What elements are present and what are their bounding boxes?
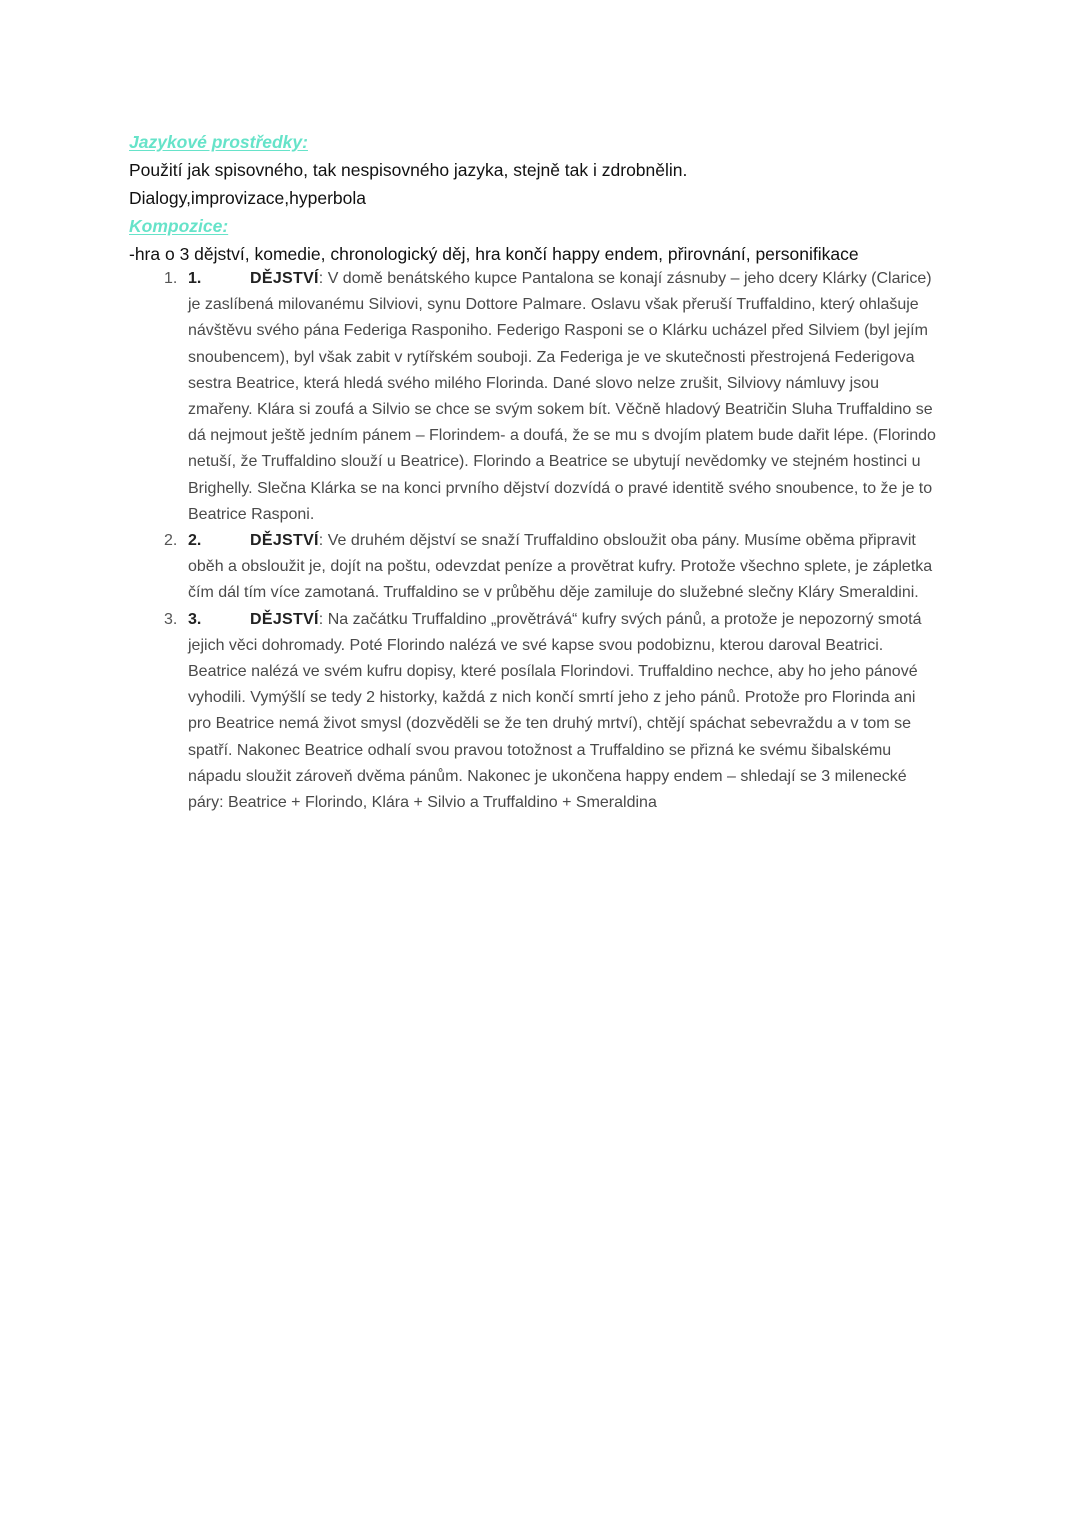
list-number: 2. xyxy=(164,532,178,550)
composition-heading: Kompozice: xyxy=(129,216,229,236)
intro-section xyxy=(129,128,1009,268)
act-number: 3. xyxy=(188,610,202,628)
list-number: 1. xyxy=(164,270,178,287)
act-text: : Ve druhém dějství se snaží Truffaldino obsloužit oba pány. Musíme oběma připravit oběh a obsloužit je, dojít na poštu, odevzdat peníze a provětrat kufry. Protože všechno splete, je zápletka čím dál tím více zamotaná. Truffaldino se v průběhu děje zamiluje do služebné slečny Kláry Smeraldini. xyxy=(188,532,933,602)
language-line-1: Použití jak spisovného, tak nespisovného jazyka, stejně tak i zdrobnělin. xyxy=(129,160,688,180)
act-text: : V domě benátského kupce Pantalona se konají zásnuby – jeho dcery Klárky (Clarice) je zaslíbená milovanému Silviovi, synu Dottore Palmare. Oslavu však přeruší Truffaldino, který ohlašuje návštěvu svého pána Federiga Rasponiho. Federigo Rasponi se o Klárku ucházel před Silviem (byl jejím snoubencem), byl však zabit v rytířském souboji. Za Federiga je ve skutečnosti přestrojená Federigova sestra Beatrice, která hledá svého milého Florinda. Dané slovo nelze zrušit, Silviovy námluvy jsou zmařeny. Klára si zoufá a Silvio se chce se svým sokem bít. Věčně hladový Beatričin Sluha Truffaldino se dá nejmout ještě jedním pánem – Florindem- a doufá, že se mu s dvojím platem bude dařit lépe. (Florindo netuší, že Truffaldino slouží u Beatrice). Florindo a Beatrice se ubytují nevědomky ve stejném hostinci u Brighelly. Slečna Klárka se na konci prvního dějství dozvídá o pravé identitě svého snoubence, to že je to Beatrice Rasponi. xyxy=(188,270,936,523)
act-item-1 xyxy=(160,266,940,528)
act-item-3 xyxy=(160,607,940,817)
composition-line-1: -hra o 3 dějství, komedie, chronologický děj, hra končí happy endem, přirovnání, personifikace xyxy=(129,244,859,264)
act-number: 1. xyxy=(188,270,202,287)
acts-list xyxy=(160,266,940,816)
act-item-2 xyxy=(160,528,940,607)
act-title: DĚJSTVÍ xyxy=(250,270,319,287)
act-text: : Na začátku Truffaldino „provětrává“ kufry svých pánů, a protože je nepozorný smotá jejich věci dohromady. Poté Florindo nalézá ve své kapse svou podobiznu, kterou daroval Beatrici. Beatrice nalézá ve svém kufru dopisy, které posílala Florindovi. Truffaldino nechce, aby ho jeho pánové vyhodili. Vymýšlí se tedy 2 historky, každá z nich končí smrtí jeho z jeho pánů. Protože pro Florinda ani pro Beatrice nemá život smysl (dozvěděli se že ten druhý mrtví), chtějí spáchat sebevraždu a v tom se spatří. Nakonec Beatrice odhalí svou pravou totožnost a Truffaldino se přizná ke svému šibalskému nápadu sloužit zároveň dvěma pánům. Nakonec je ukončena happy endem – shledají se 3 milenecké páry: Beatrice + Florindo, Klára + Silvio a Truffaldino + Smeraldina xyxy=(188,610,922,812)
language-heading: Jazykové prostředky: xyxy=(129,132,308,152)
language-line-2: Dialogy,improvizace,hyperbola xyxy=(129,188,367,208)
act-number: 2. xyxy=(188,532,202,550)
act-title: DĚJSTVÍ xyxy=(250,610,319,628)
list-number: 3. xyxy=(164,610,178,628)
act-title: DĚJSTVÍ xyxy=(250,532,319,550)
